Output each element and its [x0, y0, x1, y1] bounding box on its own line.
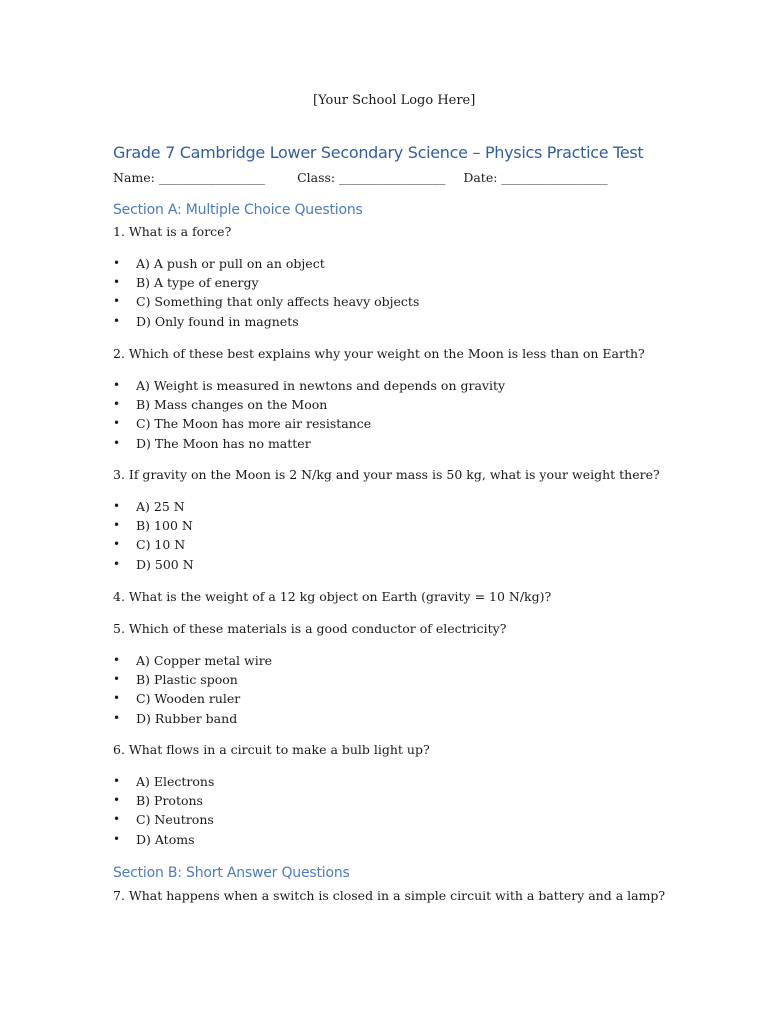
question-3-options: [113, 499, 194, 576]
bullet-icon: •: [113, 710, 121, 725]
class-field-label: Class: _________________: [297, 170, 446, 185]
bullet-icon: •: [113, 313, 121, 328]
bullet-icon: •: [113, 691, 121, 706]
list-item: • C) The Moon has more air resistance: [113, 416, 372, 432]
bullet-icon: •: [113, 397, 121, 412]
logo-placeholder-text: [Your School Logo Here]: [313, 93, 476, 108]
bullet-icon: •: [113, 774, 121, 788]
question-5-options: [113, 653, 272, 730]
list-item: • A) Electrons: [113, 774, 215, 789]
question-5: 5. Which of these materials is a good conductor of electricity?: [113, 621, 507, 636]
student-info-line: [113, 170, 608, 185]
question-6: 6. What flows in a circuit to make a bulb light up?: [113, 742, 430, 757]
bullet-icon: •: [113, 275, 121, 290]
date-field-label: Date: _________________: [463, 170, 608, 185]
list-item: • D) The Moon has no matter: [113, 435, 311, 451]
bullet-icon: •: [113, 378, 121, 392]
bullet-icon: •: [113, 793, 121, 808]
bullet-icon: •: [113, 416, 121, 431]
question-4: 4. What is the weight of a 12 kg object on Earth (gravity = 10 N/kg)?: [113, 589, 552, 604]
bullet-icon: •: [113, 435, 121, 450]
question-6-options: [113, 774, 214, 851]
list-item: • A) 25 N: [113, 499, 185, 514]
list-item: • D) 500 N: [113, 556, 194, 572]
list-item: • C) Wooden ruler: [113, 691, 241, 707]
list-item: • B) Mass changes on the Moon: [113, 397, 328, 413]
list-item: • A) Copper metal wire: [113, 653, 273, 668]
name-field-label: Name: _________________: [113, 170, 266, 185]
bullet-icon: •: [113, 499, 121, 513]
question-2: 2. Which of these best explains why your weight on the Moon is less than on Earth?: [113, 346, 645, 361]
list-item: • C) Neutrons: [113, 812, 214, 828]
question-3: 3. If gravity on the Moon is 2 N/kg and your mass is 50 kg, what is your weight there?: [113, 467, 660, 482]
list-item: • D) Rubber band: [113, 710, 238, 726]
question-2-options: [113, 378, 505, 455]
bullet-icon: •: [113, 537, 121, 552]
page-title: Grade 7 Cambridge Lower Secondary Science – Physics Practice Test: [113, 143, 644, 162]
list-item: • C) 10 N: [113, 537, 186, 553]
question-1-options: [113, 256, 419, 333]
bullet-icon: •: [113, 653, 121, 667]
question-7: 7. What happens when a switch is closed in a simple circuit with a battery and a lamp?: [113, 888, 666, 903]
list-item: • C) Something that only affects heavy objects: [113, 294, 420, 310]
list-item: • D) Atoms: [113, 831, 195, 847]
list-item: • A) Weight is measured in newtons and depends on gravity: [113, 378, 506, 393]
list-item: • D) Only found in magnets: [113, 313, 299, 329]
bullet-icon: •: [113, 812, 121, 827]
question-1: 1. What is a force?: [113, 224, 232, 239]
list-item: • B) A type of energy: [113, 275, 259, 291]
bullet-icon: •: [113, 518, 121, 533]
bullet-icon: •: [113, 256, 121, 270]
list-item: • A) A push or pull on an object: [113, 256, 325, 271]
section-a-heading: Section A: Multiple Choice Questions: [113, 202, 363, 218]
bullet-icon: •: [113, 556, 121, 571]
bullet-icon: •: [113, 294, 121, 309]
list-item: • B) 100 N: [113, 518, 193, 534]
bullet-icon: •: [113, 672, 121, 687]
bullet-icon: •: [113, 831, 121, 846]
section-b-heading: Section B: Short Answer Questions: [113, 865, 350, 881]
list-item: • B) Protons: [113, 793, 203, 809]
list-item: • B) Plastic spoon: [113, 672, 238, 688]
